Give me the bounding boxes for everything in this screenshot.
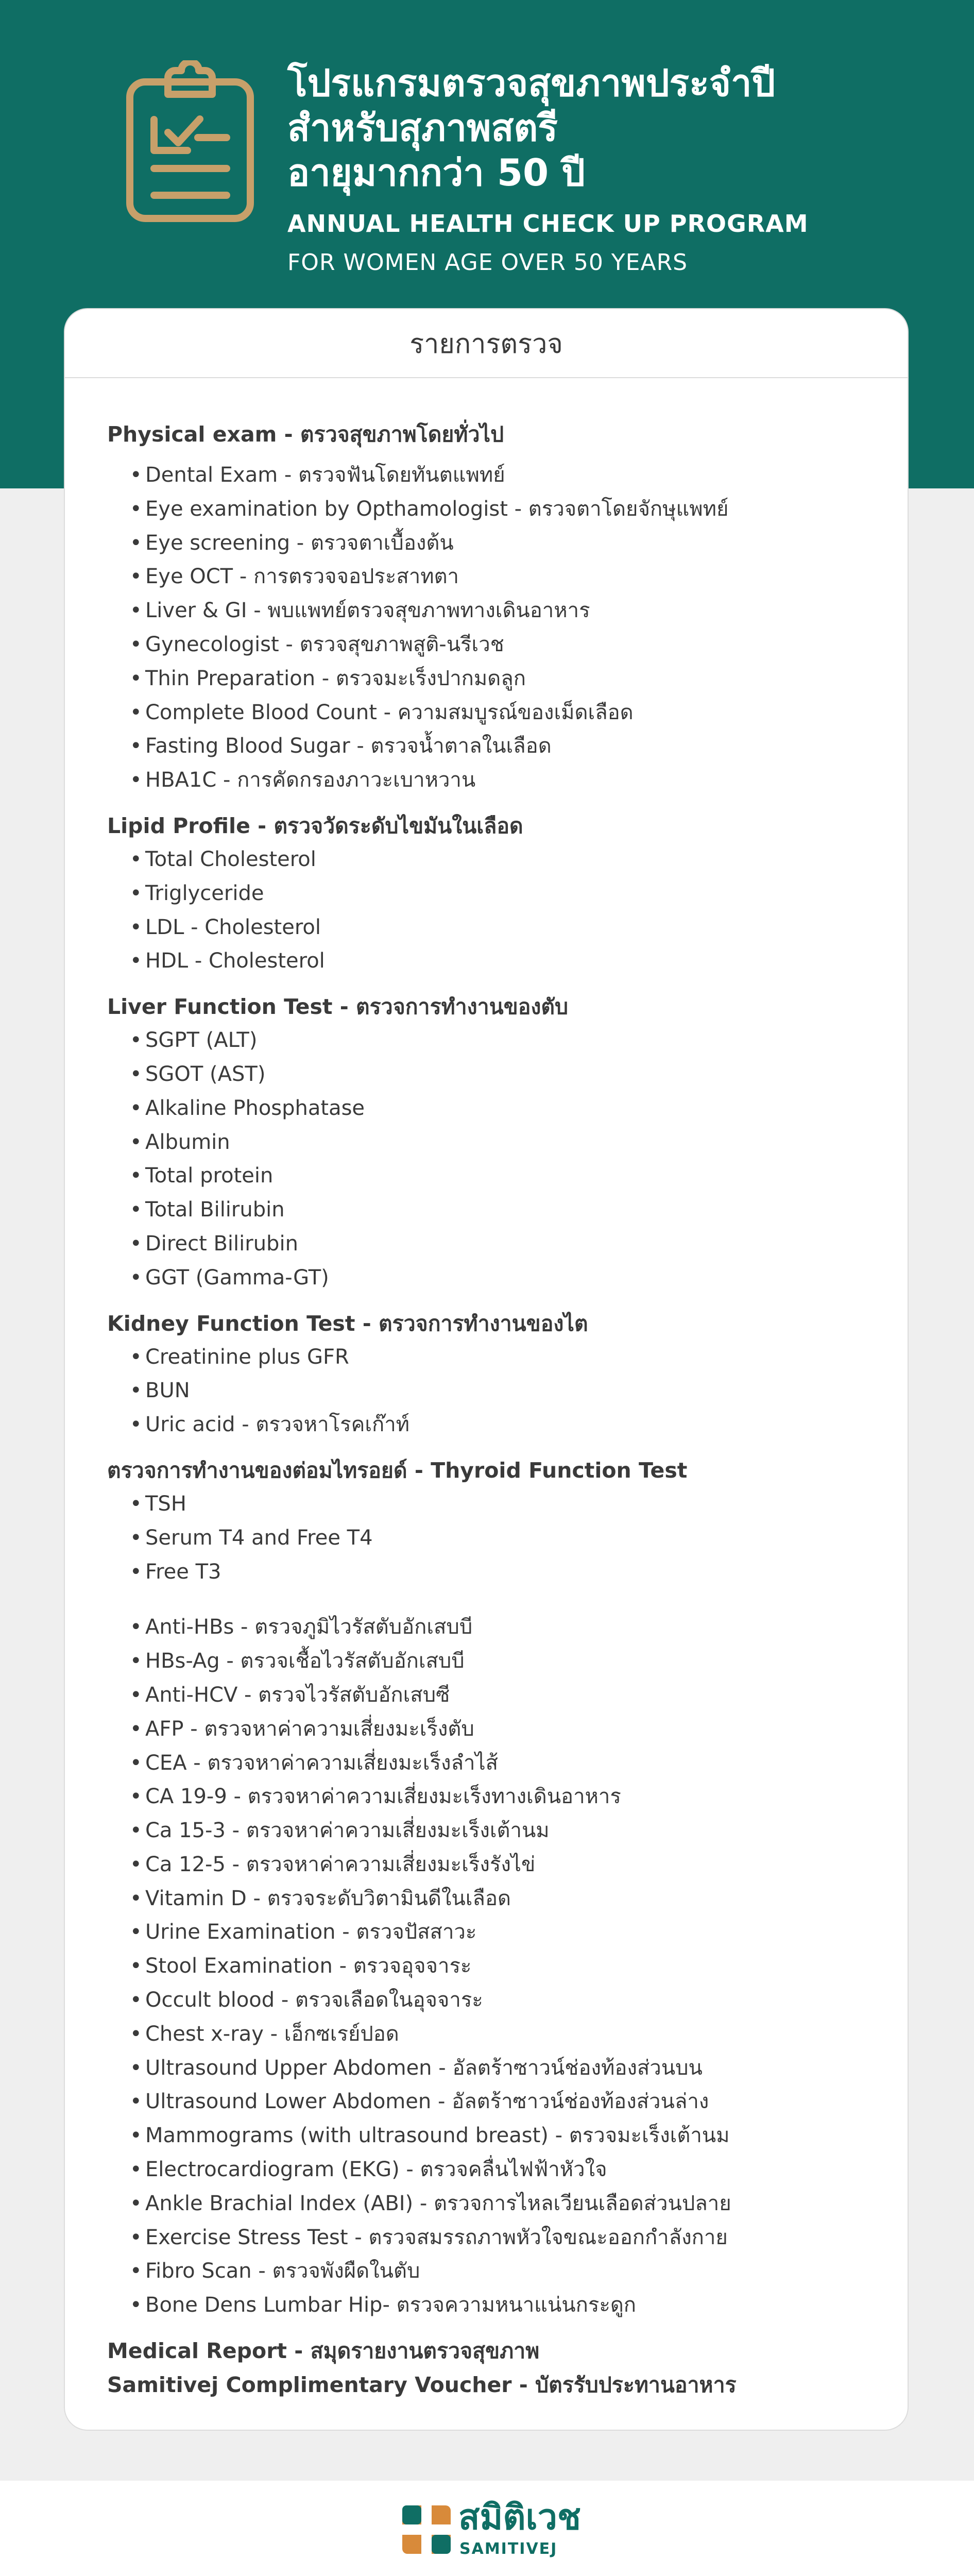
spacer bbox=[107, 1295, 869, 1307]
other-tests-list bbox=[107, 1611, 869, 2323]
list-item: • Stool Examination - ตรวจอุจจาระ bbox=[107, 1950, 869, 1984]
spacer bbox=[107, 1442, 869, 1453]
list-item: • Urine Examination - ตรวจปัสสาวะ bbox=[107, 1916, 869, 1950]
list-item: • Total protein bbox=[107, 1159, 869, 1193]
list-item: • SGPT (ALT) bbox=[107, 1024, 869, 1058]
list-item: • Complete Blood Count - ความสมบูรณ์ของเม็ดเลือด bbox=[107, 696, 869, 730]
list-item: • Free T3 bbox=[107, 1555, 869, 1589]
list-item: • Alkaline Phosphatase bbox=[107, 1092, 869, 1126]
list-item: • Dental Exam - ตรวจฟันโดยทันตแพทย์ bbox=[107, 459, 869, 493]
list-item: • Mammograms (with ultrasound breast) - ตรวจมะเร็งเต้านม bbox=[107, 2119, 869, 2153]
list-item: • AFP - ตรวจหาค่าความเสี่ยงมะเร็งตับ bbox=[107, 1713, 869, 1747]
list-item: • Ca 15-3 - ตรวจหาค่าความเสี่ยงมะเร็งเต้านม bbox=[107, 1814, 869, 1848]
spacer bbox=[107, 2323, 869, 2334]
card-title: รายการตรวจ bbox=[409, 328, 563, 360]
hero-text bbox=[287, 61, 895, 277]
list-item: • Thin Preparation - ตรวจมะเร็งปากมดลูก bbox=[107, 662, 869, 696]
list-item: • Ultrasound Upper Abdomen - อัลตร้าซาวน์ช่องท้องส่วนบน bbox=[107, 2052, 869, 2086]
checkup-list bbox=[107, 417, 869, 2402]
spacer bbox=[107, 798, 869, 809]
clipboard-checklist-icon bbox=[126, 60, 254, 223]
list-item: • CA 19-9 - ตรวจหาค่าความเสี่ยงมะเร็งทางเดินอาหาร bbox=[107, 1780, 869, 1814]
section-title: ตรวจการทำงานของต่อมไทรอยด์ - Thyroid Function Test bbox=[107, 1458, 688, 1483]
list-item: • Direct Bilirubin bbox=[107, 1227, 869, 1261]
list-item: • Ultrasound Lower Abdomen - อัลตร้าซาวน์ช่องท้องส่วนล่าง bbox=[107, 2085, 869, 2119]
section-list bbox=[107, 843, 869, 978]
list-item: • Chest x-ray - เอ็กซเรย์ปอด bbox=[107, 2018, 869, 2052]
section-list bbox=[107, 1024, 869, 1295]
list-item: • Bone Dens Lumbar Hip- ตรวจความหนาแน่นกระดูก bbox=[107, 2289, 869, 2323]
list-item: • Occult blood - ตรวจเลือดในอุจจาระ bbox=[107, 1984, 869, 2018]
samitivej-cross-logo-icon bbox=[402, 2505, 451, 2554]
list-item: • HBA1C - การคัดกรองภาวะเบาหวาน bbox=[107, 764, 869, 798]
title-th-line-2: สำหรับสุภาพสตรี bbox=[287, 106, 558, 149]
spacer bbox=[107, 978, 869, 990]
list-item: • Vitamin D - ตรวจระดับวิตามินดีในเลือด bbox=[107, 1882, 869, 1916]
section-list bbox=[107, 1341, 869, 1442]
list-item: • Ca 12-5 - ตรวจหาค่าความเสี่ยงมะเร็งรังไข่ bbox=[107, 1848, 869, 1882]
list-item: • Fibro Scan - ตรวจพังผืดในตับ bbox=[107, 2255, 869, 2289]
list-item: • Uric acid - ตรวจหาโรคเก๊าท์ bbox=[107, 1408, 869, 1442]
logo-text-th: สมิติเวช bbox=[458, 2497, 582, 2538]
list-item: • Electrocardiogram (EKG) - ตรวจคลื่นไฟฟ้าหัวใจ bbox=[107, 2153, 869, 2187]
list-item: • GGT (Gamma-GT) bbox=[107, 1261, 869, 1295]
card-header bbox=[65, 309, 908, 378]
section-list bbox=[107, 1487, 869, 1589]
section-title: Lipid Profile - ตรวจวัดระดับไขมันในเลือด bbox=[107, 813, 523, 838]
list-item: • Eye screening - ตรวจตาเบื้องต้น bbox=[107, 527, 869, 561]
list-item: • Triglyceride bbox=[107, 877, 869, 911]
list-item: • Fasting Blood Sugar - ตรวจน้ำตาลในเลือด bbox=[107, 730, 869, 764]
list-item: • HDL - Cholesterol bbox=[107, 944, 869, 978]
list-item: • Albumin bbox=[107, 1126, 869, 1160]
list-item: • SGOT (AST) bbox=[107, 1058, 869, 1092]
list-item: • Eye OCT - การตรวจจอประสาทตา bbox=[107, 560, 869, 594]
section-list bbox=[107, 459, 869, 798]
list-item: • Anti-HCV - ตรวจไวรัสตับอักเสบซี bbox=[107, 1679, 869, 1713]
list-item: • Gynecologist - ตรวจสุขภาพสูติ-นรีเวช bbox=[107, 628, 869, 662]
logo-text-en: SAMITIVEJ bbox=[459, 2540, 558, 2558]
spacer bbox=[107, 451, 869, 459]
list-item: • BUN bbox=[107, 1374, 869, 1408]
title-en: ANNUAL HEALTH CHECK UP PROGRAM bbox=[287, 210, 809, 238]
subtitle-en: FOR WOMEN AGE OVER 50 YEARS bbox=[287, 249, 688, 276]
footer-item: Medical Report - สมุดรายงานตรวจสุขภาพ bbox=[107, 2338, 540, 2364]
list-item: • Liver & GI - พบแพทย์ตรวจสุขภาพทางเดินอาหาร bbox=[107, 594, 869, 628]
title-th-line-1: โปรแกรมตรวจสุขภาพประจำปี bbox=[287, 61, 776, 105]
list-item: • Eye examination by Opthamologist - ตรวจตาโดยจักษุแพทย์ bbox=[107, 493, 869, 527]
section-title: Physical exam - ตรวจสุขภาพโดยทั่วไป bbox=[107, 422, 504, 447]
list-item: • Total Cholesterol bbox=[107, 843, 869, 877]
title-th-line-3: อายุมากกว่า 50 ปี bbox=[287, 151, 585, 194]
list-item: • TSH bbox=[107, 1487, 869, 1521]
section-title: Kidney Function Test - ตรวจการทำงานของไต bbox=[107, 1311, 588, 1336]
list-item: • Total Bilirubin bbox=[107, 1193, 869, 1227]
list-item: • Creatinine plus GFR bbox=[107, 1341, 869, 1375]
spacer bbox=[107, 1589, 869, 1600]
footer-item: Samitivej Complimentary Voucher - บัตรรับประทานอาหาร bbox=[107, 2372, 737, 2398]
list-item: • Anti-HBs - ตรวจภูมิไวรัสตับอักเสบบี bbox=[107, 1611, 869, 1645]
list-item: • CEA - ตรวจหาค่าความเสี่ยงมะเร็งลำไส้ bbox=[107, 1747, 869, 1781]
checkup-card bbox=[64, 308, 909, 2431]
spacer bbox=[107, 1600, 869, 1611]
list-item: • LDL - Cholesterol bbox=[107, 911, 869, 945]
section-title: Liver Function Test - ตรวจการทำงานของตับ bbox=[107, 994, 569, 1020]
list-item: • HBs-Ag - ตรวจเชื้อไวรัสตับอักเสบบี bbox=[107, 1645, 869, 1679]
list-item: • Exercise Stress Test - ตรวจสมรรถภาพหัวใจขณะออกกำลังกาย bbox=[107, 2221, 869, 2255]
list-item: • Serum T4 and Free T4 bbox=[107, 1521, 869, 1555]
list-item: • Ankle Brachial Index (ABI) - ตรวจการไหลเวียนเลือดส่วนปลาย bbox=[107, 2187, 869, 2221]
